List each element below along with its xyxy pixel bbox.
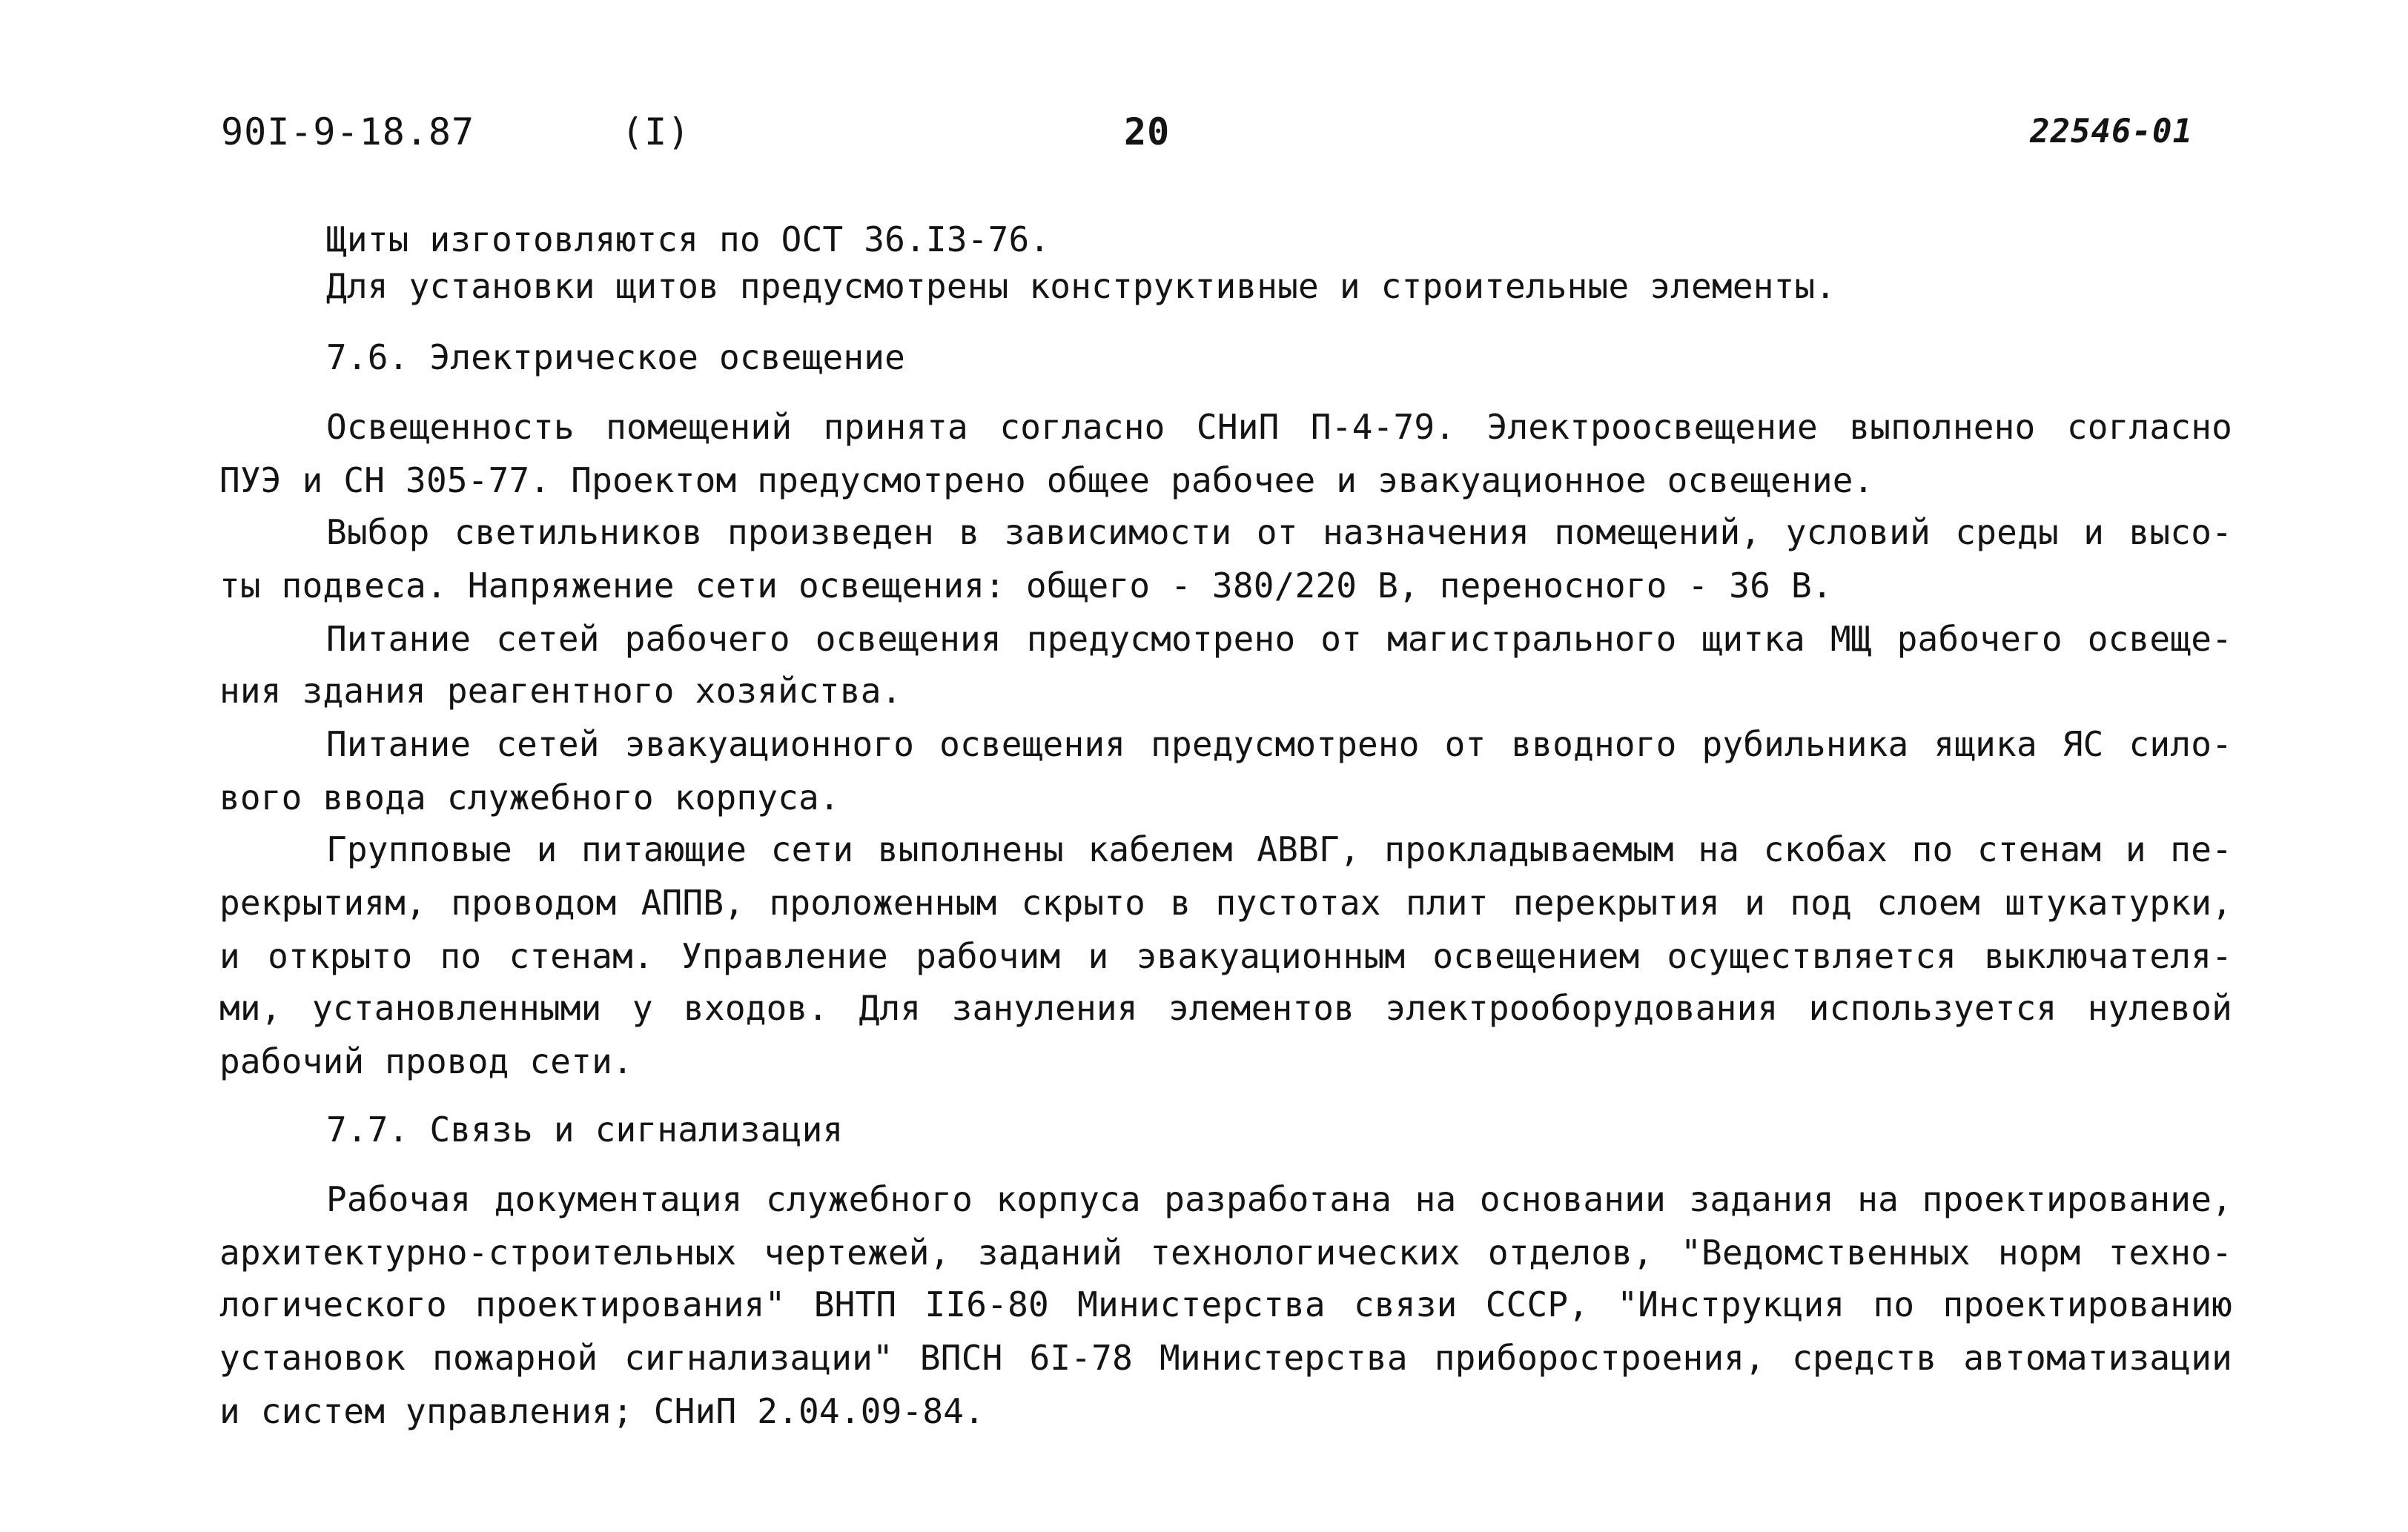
text-line: Освещенность помещений принята согласно СНиП П-4-79. Электроосвещение выполнено согласно (326, 407, 2232, 447)
part-number: (I) (621, 110, 691, 153)
text-line: Групповые и питающие сети выполнены кабелем АВВГ, прокладываемым на скобах по стенам и пе- (326, 829, 2232, 869)
text-line: ния здания реагентного хозяйства. (219, 671, 902, 711)
section-heading: 7.7. Связь и сигнализация (326, 1110, 844, 1150)
text-line: Питание сетей рабочего освещения предусмотрено от магистрального щитка МЩ рабочего освеще- (326, 619, 2232, 659)
text-line: рабочий провод сети. (219, 1041, 633, 1081)
text-line: ты подвеса. Напряжение сети освещения: общего - 380/220 В, переносного - 36 В. (219, 566, 1833, 606)
text-line: и открыто по стенам. Управление рабочим и эвакуационным освещением осуществляется выключателя- (219, 936, 2232, 976)
text-line: ми, установленными у входов. Для зануления элементов электрооборудования используется нулевой (219, 988, 2232, 1028)
text-line: Щиты изготовляются по ОСТ 36.I3-76. (326, 219, 1051, 259)
text-line: Рабочая документация служебного корпуса разработана на основании задания на проектирование, (326, 1179, 2232, 1219)
text-line: логического проектирования" ВНТП II6-80 Министерства связи СССР, "Инструкция по проектированию (219, 1284, 2232, 1324)
text-line: Выбор светильников произведен в зависимости от назначения помещений, условий среды и высо- (326, 512, 2232, 552)
text-line: ПУЭ и СН 305-77. Проектом предусмотрено общее рабочее и эвакуационное освещение. (219, 460, 1874, 500)
text-line: установок пожарной сигнализации" ВПСН 6I-78 Министерства приборостроения, средств автоматизации (219, 1338, 2232, 1378)
text-line: Питание сетей эвакуационного освещения предусмотрено от вводного рубильника ящика ЯС сило- (326, 724, 2232, 764)
archive-code: 22546-01 (2030, 113, 2193, 150)
text-line: и систем управления; СНиП 2.04.09-84. (219, 1391, 985, 1431)
section-heading: 7.6. Электрическое освещение (326, 337, 906, 377)
text-line: архитектурно-строительных чертежей, заданий технологических отделов, "Ведомственных норм техно- (219, 1233, 2232, 1273)
page-number: 20 (1124, 110, 1171, 153)
text-line: Для установки щитов предусмотрены конструктивные и строительные элементы. (326, 266, 1836, 306)
document-number: 90I-9-18.87 (221, 110, 475, 153)
text-line: рекрытиям, проводом АППВ, проложенным скрыто в пустотах плит перекрытия и под слоем штукатурки, (219, 883, 2232, 923)
text-line: вого ввода служебного корпуса. (219, 777, 840, 818)
